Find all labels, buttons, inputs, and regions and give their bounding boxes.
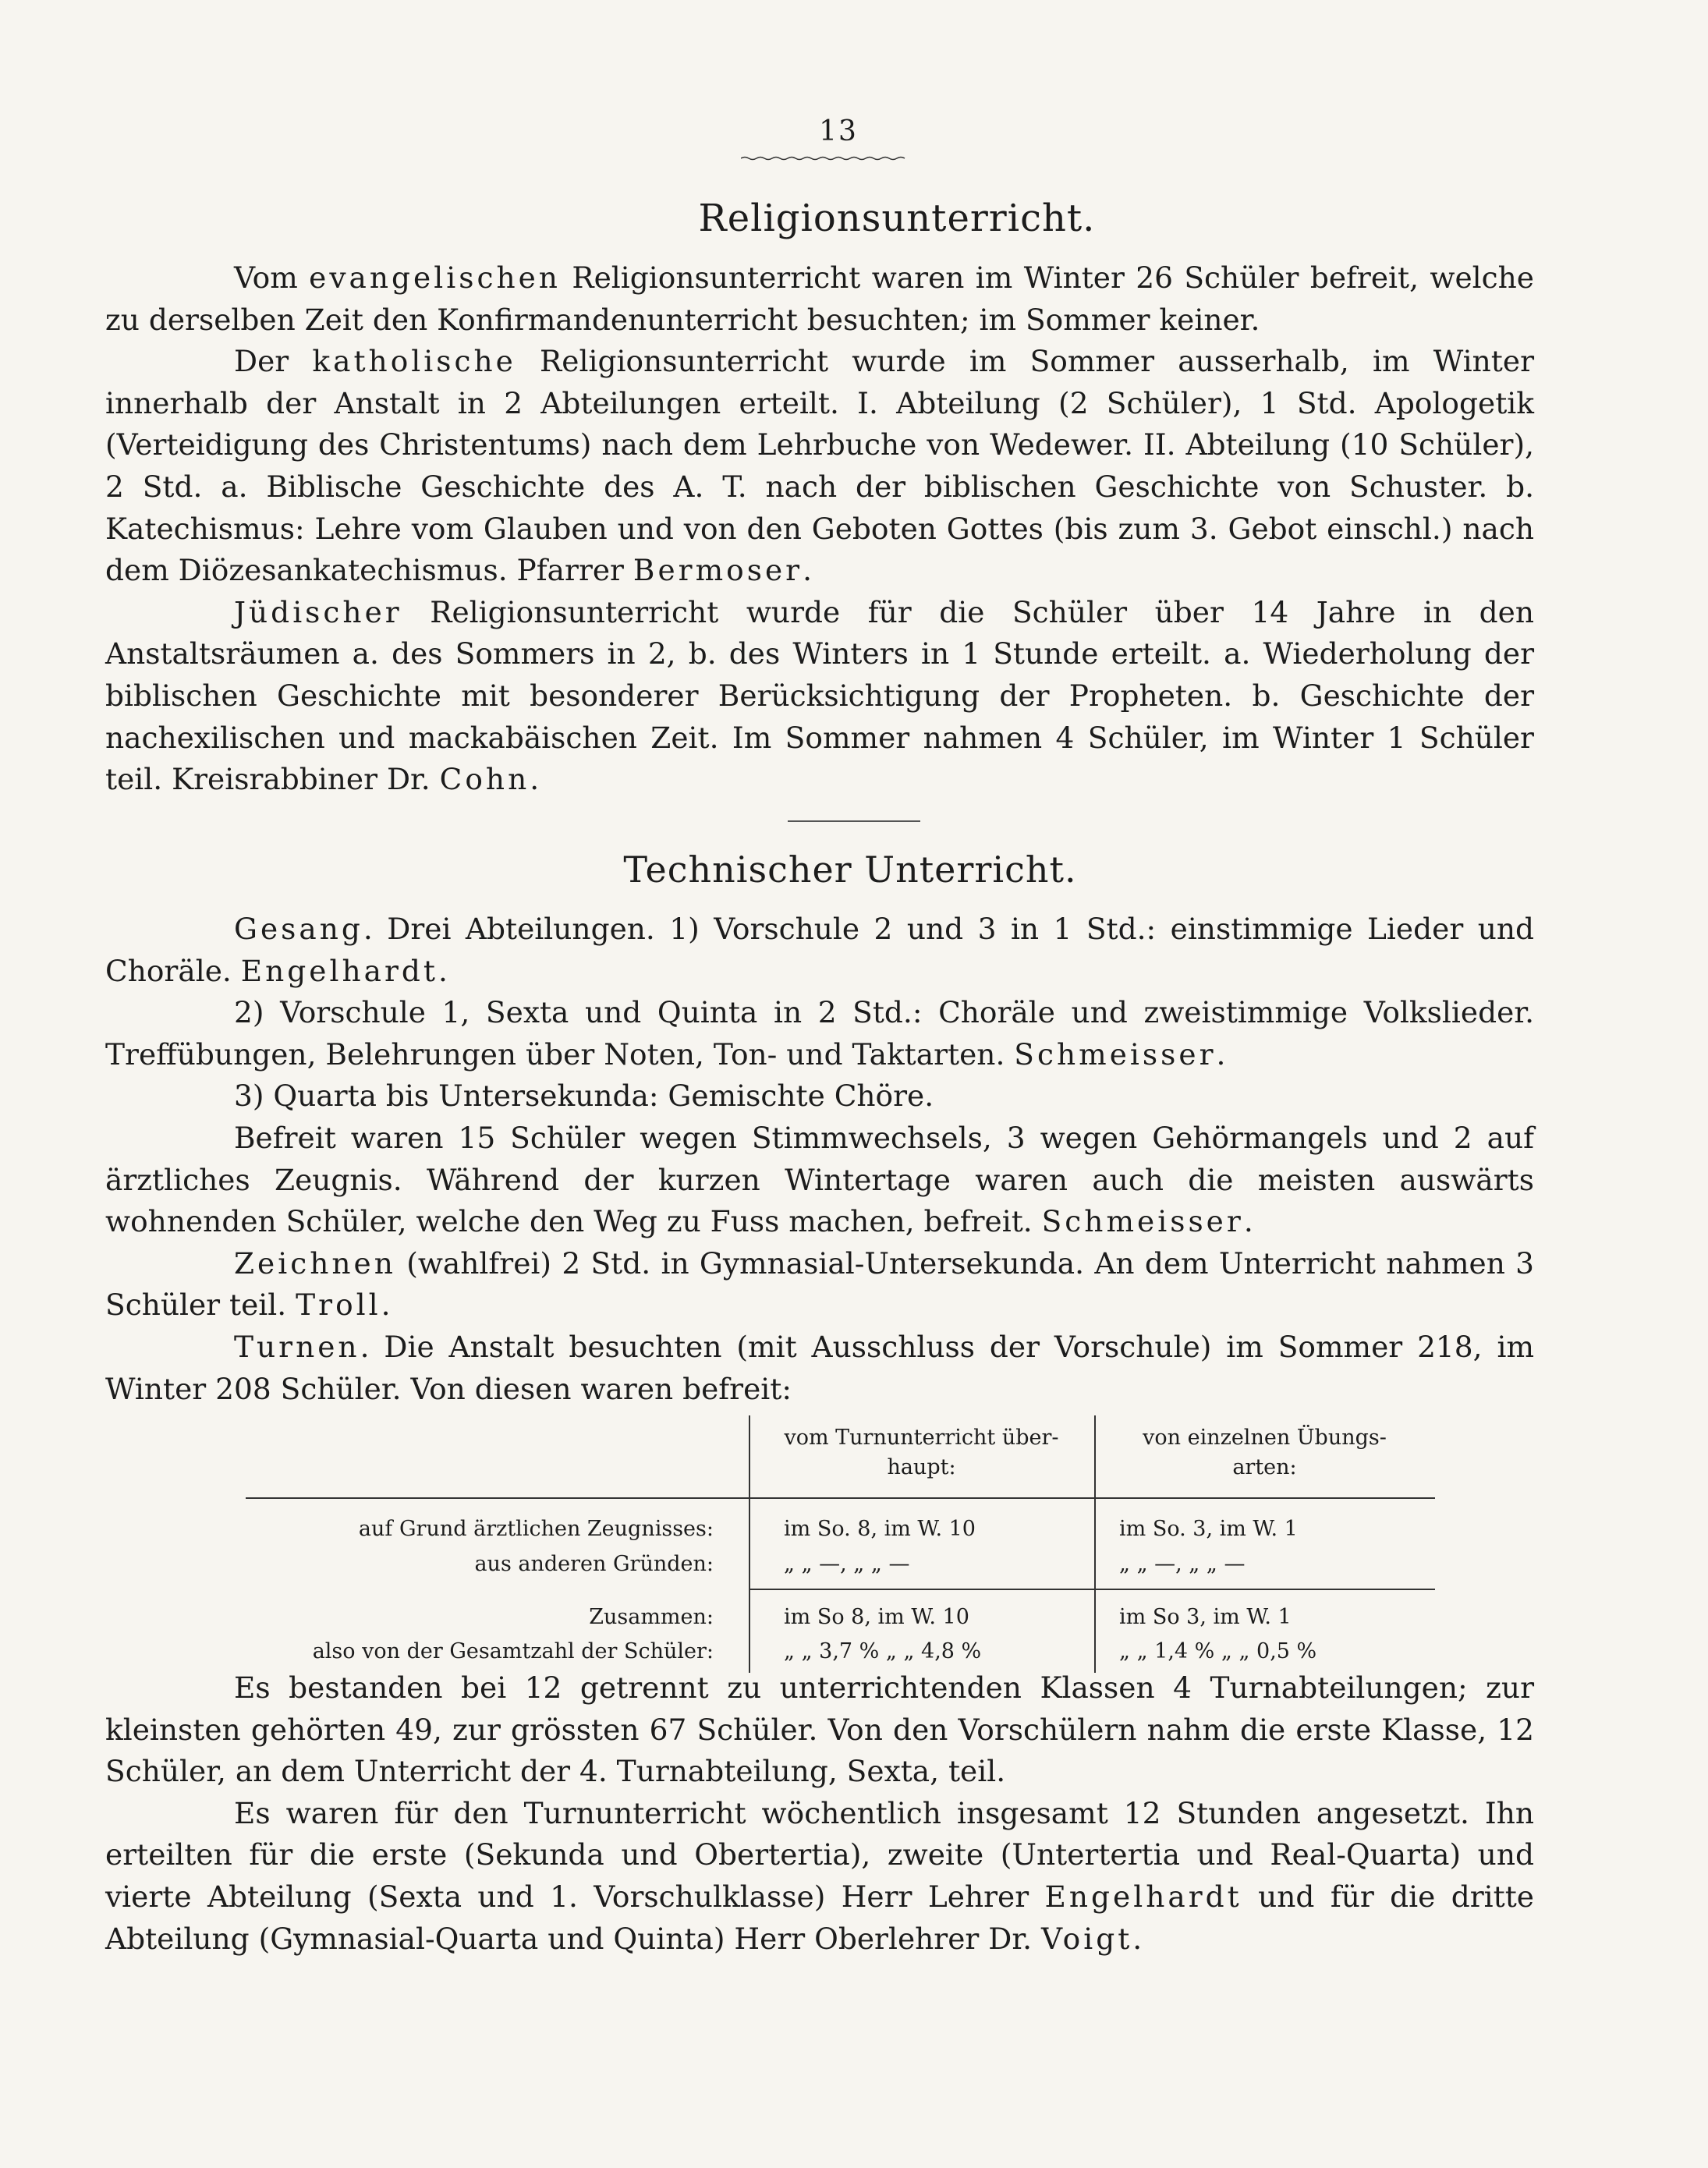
table-header-partial: von einzelnen Übungs- arten:	[1143, 1426, 1387, 1479]
paragraph	[105, 1075, 1534, 1118]
section-religion-body	[105, 257, 1534, 801]
table-cell: „ „ —, „ „ —	[784, 1552, 910, 1576]
table-header-overall: vom Turnunterricht über- haupt:	[784, 1426, 1059, 1479]
spaced-term: Troll	[296, 1288, 381, 1323]
table-row-label: aus anderen Gründen:	[474, 1552, 714, 1576]
text-run: .	[438, 953, 448, 988]
spaced-term: Turnen	[234, 1329, 360, 1364]
paragraph	[105, 1327, 1534, 1410]
page-number: 13	[819, 115, 858, 147]
text-run: . Die Anstalt besuchten (mit Ausschluss der Vorschule) im Sommer 218, im Winter 208 Schüler. Von diesen waren befreit:	[105, 1329, 1534, 1406]
text-run: .	[1216, 1036, 1226, 1072]
table-row-label: Zusammen:	[589, 1605, 714, 1629]
paragraph	[105, 1118, 1534, 1243]
paragraph	[105, 909, 1534, 992]
text-run: und für die dritte Abteilung (Gymnasial-Quarta und Quinta) Herr Oberlehrer Dr.	[105, 1879, 1534, 1956]
paragraph	[105, 992, 1534, 1075]
text-run: .	[803, 553, 813, 588]
text-run: Befreit waren 15 Schüler wegen Stimmwechsels, 3 wegen Gehörmangels und 2 auf ärztliches Zeugnis. Während der kurzen Wintertage waren auch die meisten auswärts wohnenden Schüler, welche den Weg zu Fuss machen, befreit.	[105, 1120, 1534, 1239]
section-title-technical: Technischer Unterricht.	[623, 848, 1077, 891]
text-run: Religionsunterricht wurde für die Schüler über 14 Jahre in den Anstaltsräumen a. des Sommers in 2, b. des Winters in 1 Stunde erteilt. a. Wiederholung der biblischen Geschichte mit besonderer Berücksichtigung der Propheten. b. Geschichte der nachexilischen und mackabäischen Zeit. Im Sommer nahmen 4 Schüler, im Winter 1 Schüler teil. Kreisrabbiner Dr.	[105, 594, 1534, 797]
spaced-term: Gesang	[234, 912, 363, 946]
paragraph	[105, 341, 1534, 592]
text-run: Es waren für den Turnunterricht wöchentlich insgesamt 12 Stunden angesetzt. Ihn erteilten für die erste (Sekunda und Obertertia), zweite (Untertertia und Real-Quarta) und vierte Abteilung (Sexta und 1. Vorschulklasse) Herr Lehrer	[105, 1795, 1534, 1914]
text-run: . Drei Abteilungen. 1) Vorschule 2 und 3 in 1 Std.: einstimmige Lieder und Choräle.	[105, 912, 1534, 988]
text-run: .	[1243, 1204, 1253, 1239]
section-technical-body	[105, 909, 1534, 1410]
text-run: 2) Vorschule 1, Sexta und Quinta in 2 Std.: Choräle und zweistimmige Volkslieder. Treffübungen, Belehrungen über Noten, Ton- und Taktarten.	[105, 995, 1534, 1072]
table-cell: im So 3, im W. 1	[1119, 1605, 1292, 1629]
text-run: 3) Quarta bis Untersekunda: Gemischte Chöre.	[234, 1079, 934, 1114]
table-rule	[749, 1589, 1435, 1590]
table-cell: im So. 3, im W. 1	[1119, 1517, 1298, 1541]
text-run: Vom	[234, 260, 310, 295]
section-gym-body	[105, 1667, 1534, 1960]
spaced-term: Bermoser	[633, 553, 803, 588]
text-run: .	[381, 1288, 391, 1323]
text-run: .	[530, 762, 540, 797]
section-title-religion: Religionsunterricht.	[698, 197, 1096, 240]
paragraph	[105, 1667, 1534, 1793]
paragraph	[105, 592, 1534, 801]
table-cell: „ „ —, „ „ —	[1119, 1552, 1246, 1576]
table-rule	[246, 1497, 1435, 1499]
spaced-term: Engelhardt	[240, 953, 438, 988]
exemption-table	[246, 1415, 1435, 1673]
text-run: Der	[234, 344, 313, 379]
spaced-term: Schmeisser	[1041, 1204, 1244, 1239]
table-cell: im So 8, im W. 10	[784, 1605, 969, 1629]
spaced-term: Zeichnen	[234, 1245, 396, 1281]
table-cell: „ „ 3,7 % „ „ 4,8 %	[784, 1639, 982, 1663]
paragraph	[105, 257, 1534, 341]
spaced-term: katholische	[312, 344, 516, 379]
paragraph	[105, 1243, 1534, 1327]
table-cell: im So. 8, im W. 10	[784, 1517, 976, 1541]
spaced-term: Voigt	[1040, 1921, 1133, 1956]
spaced-term: Cohn	[439, 762, 530, 797]
table-row-label: also von der Gesamtzahl der Schüler:	[312, 1639, 714, 1663]
spaced-term: evangelischen	[309, 260, 561, 295]
text-run: (wahlfrei) 2 Std. in Gymnasial-Untersekunda. An dem Unterricht nahmen 3 Schüler teil.	[105, 1245, 1534, 1323]
text-run: Religionsunterricht wurde im Sommer ausserhalb, im Winter innerhalb der Anstalt in 2 Abteilungen erteilt. I. Abteilung (2 Schüler), 1 Std. Apologetik (Verteidigung des Christentums) nach dem Lehrbuche von Wedewer. II. Abteilung (10 Schüler), 2 Std. a. Biblische Geschichte des A. T. nach der biblischen Geschichte von Schuster. b. Katechismus: Lehre vom Glauben und von den Geboten Gottes (bis zum 3. Gebot einschl.) nach dem Diözesankatechismus. Pfarrer	[105, 344, 1534, 588]
paragraph	[105, 1793, 1534, 1960]
spaced-term: Schmeisser	[1014, 1036, 1217, 1072]
text-run: .	[1132, 1921, 1143, 1956]
spaced-term: Jüdischer	[234, 594, 402, 629]
text-run: Es bestanden bei 12 getrennt zu unterrichtenden Klassen 4 Turnabteilungen; zur kleinsten gehörten 49, zur grössten 67 Schüler. Von den Vorschülern nahm die erste Klasse, 12 Schüler, an dem Unterricht der 4. Turnabteilung, Sexta, teil.	[105, 1670, 1534, 1789]
table-row-label: auf Grund ärztlichen Zeugnisses:	[358, 1517, 714, 1541]
text-run: Religionsunterricht waren im Winter 26 Schüler befreit, welche zu derselben Zeit den Konfirmandenunterricht besuchten; im Sommer keiner.	[105, 260, 1534, 337]
table-cell: „ „ 1,4 % „ „ 0,5 %	[1119, 1639, 1317, 1663]
page-number-ornament	[741, 156, 909, 161]
section-divider	[788, 820, 920, 822]
spaced-term: Engelhardt	[1044, 1879, 1242, 1914]
